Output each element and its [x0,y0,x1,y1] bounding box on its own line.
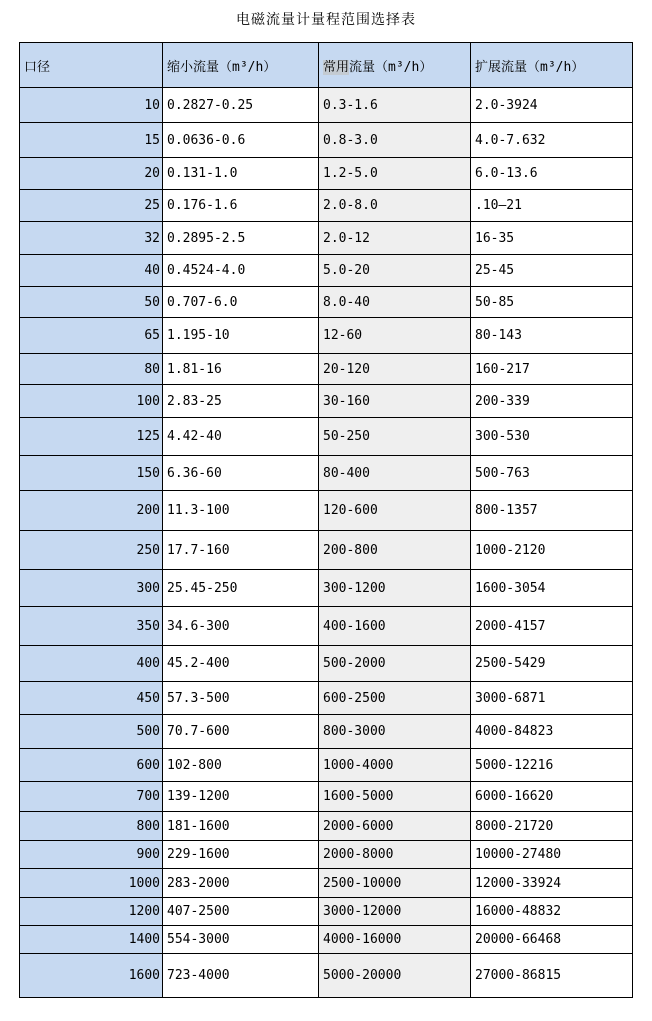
table-row [20,491,633,531]
table-row [20,570,633,607]
cell-diameter: 500 [20,715,163,749]
cell-extended-flow: 4000-84823 [471,715,633,749]
cell-extended-flow: 5000-12216 [471,749,633,782]
cell-reduced-flow: 17.7-160 [163,531,319,570]
cell-extended-flow: 1000-2120 [471,531,633,570]
cell-reduced-flow: 0.4524-4.0 [163,255,319,287]
table-row [20,123,633,158]
cell-reduced-flow: 0.0636-0.6 [163,123,319,158]
cell-extended-flow: 4.0-7.632 [471,123,633,158]
cell-reduced-flow: 11.3-100 [163,491,319,531]
cell-diameter: 450 [20,682,163,715]
cell-reduced-flow: 139-1200 [163,782,319,812]
header-reduced-flow: 缩小流量（m³/h） [163,43,319,88]
table-row [20,607,633,646]
cell-extended-flow: 20000-66468 [471,926,633,954]
cell-extended-flow: 300-530 [471,418,633,456]
table-row [20,190,633,222]
cell-extended-flow: 1600-3054 [471,570,633,607]
cell-common-flow: 80-400 [319,456,471,491]
cell-common-flow: 1000-4000 [319,749,471,782]
cell-extended-flow: 160-217 [471,354,633,385]
cell-extended-flow: 27000-86815 [471,954,633,998]
table-row [20,287,633,318]
cell-diameter: 32 [20,222,163,255]
cell-extended-flow: 50-85 [471,287,633,318]
cell-common-flow: 400-1600 [319,607,471,646]
cell-common-flow: 1.2-5.0 [319,158,471,190]
cell-common-flow: 2500-10000 [319,869,471,898]
cell-diameter: 800 [20,812,163,841]
table-row [20,158,633,190]
cell-extended-flow: 500-763 [471,456,633,491]
cell-reduced-flow: 229-1600 [163,841,319,869]
cell-extended-flow: .10—21 [471,190,633,222]
cell-common-flow: 200-800 [319,531,471,570]
cell-extended-flow: 12000-33924 [471,869,633,898]
flow-range-table [19,42,633,998]
header-extended-flow: 扩展流量（m³/h） [471,43,633,88]
cell-common-flow: 50-250 [319,418,471,456]
cell-extended-flow: 16-35 [471,222,633,255]
cell-diameter: 400 [20,646,163,682]
table-row [20,385,633,418]
cell-common-flow: 2.0-8.0 [319,190,471,222]
cell-diameter: 200 [20,491,163,531]
cell-diameter: 15 [20,123,163,158]
cell-reduced-flow: 57.3-500 [163,682,319,715]
cell-common-flow: 2000-8000 [319,841,471,869]
table-row [20,88,633,123]
cell-diameter: 10 [20,88,163,123]
cell-diameter: 40 [20,255,163,287]
cell-reduced-flow: 25.45-250 [163,570,319,607]
table-row [20,715,633,749]
cell-reduced-flow: 6.36-60 [163,456,319,491]
cell-common-flow: 300-1200 [319,570,471,607]
cell-diameter: 1200 [20,898,163,926]
page-title: 电磁流量计量程范围选择表 [236,12,416,28]
table-row [20,926,633,954]
cell-reduced-flow: 0.176-1.6 [163,190,319,222]
cell-reduced-flow: 723-4000 [163,954,319,998]
table-row [20,749,633,782]
cell-extended-flow: 80-143 [471,318,633,354]
table-row [20,869,633,898]
cell-reduced-flow: 4.42-40 [163,418,319,456]
table-row [20,222,633,255]
table-row [20,354,633,385]
header-common-flow-rest: 流量（m³/h） [349,59,433,75]
table-row [20,646,633,682]
cell-common-flow: 8.0-40 [319,287,471,318]
table-row [20,255,633,287]
cell-reduced-flow: 0.2827-0.25 [163,88,319,123]
cell-diameter: 150 [20,456,163,491]
cell-reduced-flow: 181-1600 [163,812,319,841]
cell-reduced-flow: 0.131-1.0 [163,158,319,190]
cell-diameter: 50 [20,287,163,318]
cell-common-flow: 0.8-3.0 [319,123,471,158]
cell-diameter: 700 [20,782,163,812]
table-row [20,531,633,570]
table-row [20,782,633,812]
cell-extended-flow: 10000-27480 [471,841,633,869]
header-common-flow-highlight: 常用 [323,59,350,75]
cell-reduced-flow: 407-2500 [163,898,319,926]
cell-reduced-flow: 45.2-400 [163,646,319,682]
table-row [20,682,633,715]
cell-extended-flow: 8000-21720 [471,812,633,841]
cell-common-flow: 1600-5000 [319,782,471,812]
cell-common-flow: 600-2500 [319,682,471,715]
cell-common-flow: 500-2000 [319,646,471,682]
cell-common-flow: 12-60 [319,318,471,354]
cell-reduced-flow: 2.83-25 [163,385,319,418]
cell-extended-flow: 3000-6871 [471,682,633,715]
cell-common-flow: 0.3-1.6 [319,88,471,123]
cell-reduced-flow: 283-2000 [163,869,319,898]
cell-reduced-flow: 1.195-10 [163,318,319,354]
cell-diameter: 125 [20,418,163,456]
cell-reduced-flow: 70.7-600 [163,715,319,749]
cell-diameter: 80 [20,354,163,385]
cell-diameter: 1000 [20,869,163,898]
cell-common-flow: 30-160 [319,385,471,418]
cell-diameter: 350 [20,607,163,646]
cell-diameter: 300 [20,570,163,607]
cell-common-flow: 800-3000 [319,715,471,749]
cell-common-flow: 5000-20000 [319,954,471,998]
cell-extended-flow: 16000-48832 [471,898,633,926]
table-row [20,812,633,841]
cell-diameter: 900 [20,841,163,869]
cell-common-flow: 2000-6000 [319,812,471,841]
table-row [20,841,633,869]
cell-diameter: 100 [20,385,163,418]
table-row [20,456,633,491]
cell-extended-flow: 6.0-13.6 [471,158,633,190]
cell-extended-flow: 25-45 [471,255,633,287]
table-body [20,88,633,998]
cell-reduced-flow: 554-3000 [163,926,319,954]
header-diameter: 口径 [20,43,163,88]
cell-common-flow: 4000-16000 [319,926,471,954]
cell-reduced-flow: 34.6-300 [163,607,319,646]
cell-extended-flow: 2000-4157 [471,607,633,646]
cell-diameter: 65 [20,318,163,354]
table-header-row [20,43,633,88]
cell-diameter: 20 [20,158,163,190]
cell-diameter: 250 [20,531,163,570]
table-row [20,418,633,456]
cell-extended-flow: 2.0-3924 [471,88,633,123]
table-row [20,318,633,354]
table-row [20,898,633,926]
cell-common-flow: 2.0-12 [319,222,471,255]
table-row [20,954,633,998]
cell-common-flow: 5.0-20 [319,255,471,287]
header-common-flow [319,43,471,88]
cell-reduced-flow: 102-800 [163,749,319,782]
cell-common-flow: 120-600 [319,491,471,531]
cell-reduced-flow: 1.81-16 [163,354,319,385]
cell-common-flow: 20-120 [319,354,471,385]
cell-common-flow: 3000-12000 [319,898,471,926]
cell-extended-flow: 6000-16620 [471,782,633,812]
cell-diameter: 600 [20,749,163,782]
cell-reduced-flow: 0.707-6.0 [163,287,319,318]
cell-extended-flow: 800-1357 [471,491,633,531]
cell-extended-flow: 200-339 [471,385,633,418]
cell-diameter: 25 [20,190,163,222]
cell-diameter: 1400 [20,926,163,954]
cell-reduced-flow: 0.2895-2.5 [163,222,319,255]
cell-diameter: 1600 [20,954,163,998]
cell-extended-flow: 2500-5429 [471,646,633,682]
